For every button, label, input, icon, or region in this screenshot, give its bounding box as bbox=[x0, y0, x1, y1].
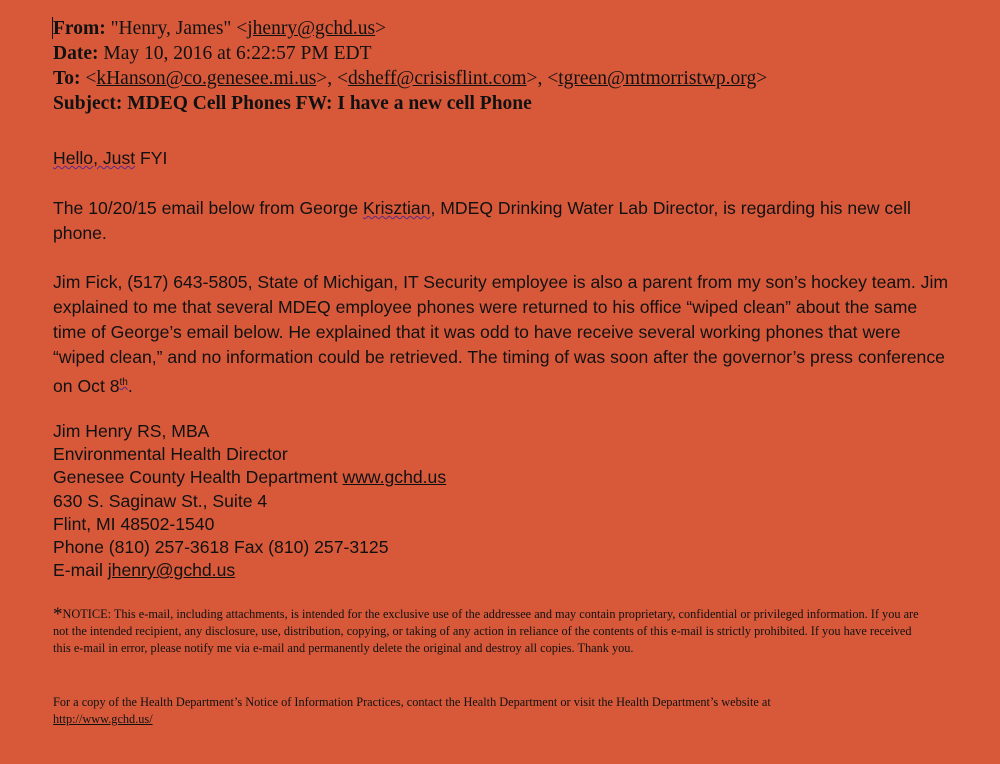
signature-email-link[interactable]: jhenry@gchd.us bbox=[107, 560, 236, 581]
to-line: To: <kHanson@co.genesee.mi.us>, <dsheff@crisisflint.com>, <tgreen@mtmorristwp.org> bbox=[53, 68, 768, 89]
paragraph-1-text-b: , MDEQ Drinking Water Lab Director, is regarding his new cell phone. bbox=[53, 198, 911, 243]
date-value: May 10, 2016 at 6:22:57 PM EDT bbox=[103, 43, 372, 64]
paragraph-2-text: Jim Fick, (517) 643-5805, State of Michigan, IT Security employee is also a parent from my son’s hockey team. Jim explained to me that several MDEQ employee phones were returned to his office “wiped clean” about the same time of George’s email below. He explained that it was odd to have receive several working phones that were “wiped clean,” and no information could be retrieved. The timing of was soon after the governor’s press conference on Oct 8 bbox=[53, 272, 949, 396]
from-label: From: bbox=[53, 18, 106, 39]
signature-city: Flint, MI 48502-1540 bbox=[53, 513, 215, 534]
paragraph-2 bbox=[53, 270, 953, 399]
confidentiality-notice bbox=[53, 606, 923, 658]
greeting-rest: FYI bbox=[135, 148, 168, 168]
signature-email-label: E-mail bbox=[53, 560, 108, 581]
date-label: Date: bbox=[53, 43, 99, 64]
subject-value: MDEQ Cell Phones FW: I have a new cell Phone bbox=[127, 93, 532, 114]
from-end: > bbox=[375, 18, 387, 39]
website-link[interactable]: www.gchd.us bbox=[342, 467, 447, 488]
to-email-link[interactable]: dsheff@crisisflint.com bbox=[348, 68, 527, 89]
signature-org-name: Genesee County Health Department bbox=[53, 467, 343, 488]
information-practices bbox=[53, 694, 923, 728]
notice-text: NOTICE: This e-mail, including attachments, is intended for the exclusive use of the addressee and may contain proprietary, confidential or privileged information. If you are not the intended recipient, any disclosure, use, distribution, copying, or taking of any action in reliance of the contents of this e-mail is strictly prohibited. If you have received this e-mail in error, please notify me via e-mail and permanently delete the original and destroy all copies. Thank you. bbox=[53, 607, 919, 656]
ordinal-suffix: th bbox=[119, 377, 128, 388]
notice-asterisk: * bbox=[53, 604, 63, 625]
subject-line bbox=[53, 92, 532, 116]
signature-email bbox=[53, 559, 446, 582]
to-email-link[interactable]: tgreen@mtmorristwp.org bbox=[558, 68, 757, 89]
from-name: "Henry, James" < bbox=[110, 18, 248, 39]
name-spellcheck: Krisztian bbox=[363, 198, 431, 218]
signature-org bbox=[53, 466, 446, 489]
greeting bbox=[53, 146, 953, 171]
from-line bbox=[53, 17, 386, 41]
from-email-link[interactable]: jhenry@gchd.us bbox=[247, 18, 376, 39]
signature-name: Jim Henry RS, MBA bbox=[53, 421, 210, 441]
greeting-underlined: Hello, Just bbox=[53, 148, 136, 168]
paragraph-1 bbox=[53, 196, 953, 246]
date-line bbox=[53, 42, 371, 66]
signature-phone: Phone (810) 257-3618 Fax (810) 257-3125 bbox=[53, 536, 389, 557]
paragraph-1-text-a: The 10/20/15 email below from George bbox=[53, 198, 364, 218]
signature-street: 630 S. Saginaw St., Suite 4 bbox=[53, 490, 268, 511]
signature-title: Environmental Health Director bbox=[53, 444, 288, 465]
to-label: To: bbox=[53, 68, 81, 89]
signature-block bbox=[53, 420, 446, 582]
to-email-link[interactable]: kHanson@co.genesee.mi.us bbox=[96, 68, 317, 89]
practices-link[interactable]: http://www.gchd.us/ bbox=[53, 712, 153, 727]
paragraph-2-end: . bbox=[127, 376, 133, 396]
subject-label: Subject: bbox=[53, 93, 123, 114]
practices-text: For a copy of the Health Department’s Notice of Information Practices, contact the Health Department or visit the Health Department’s website at bbox=[53, 695, 771, 709]
